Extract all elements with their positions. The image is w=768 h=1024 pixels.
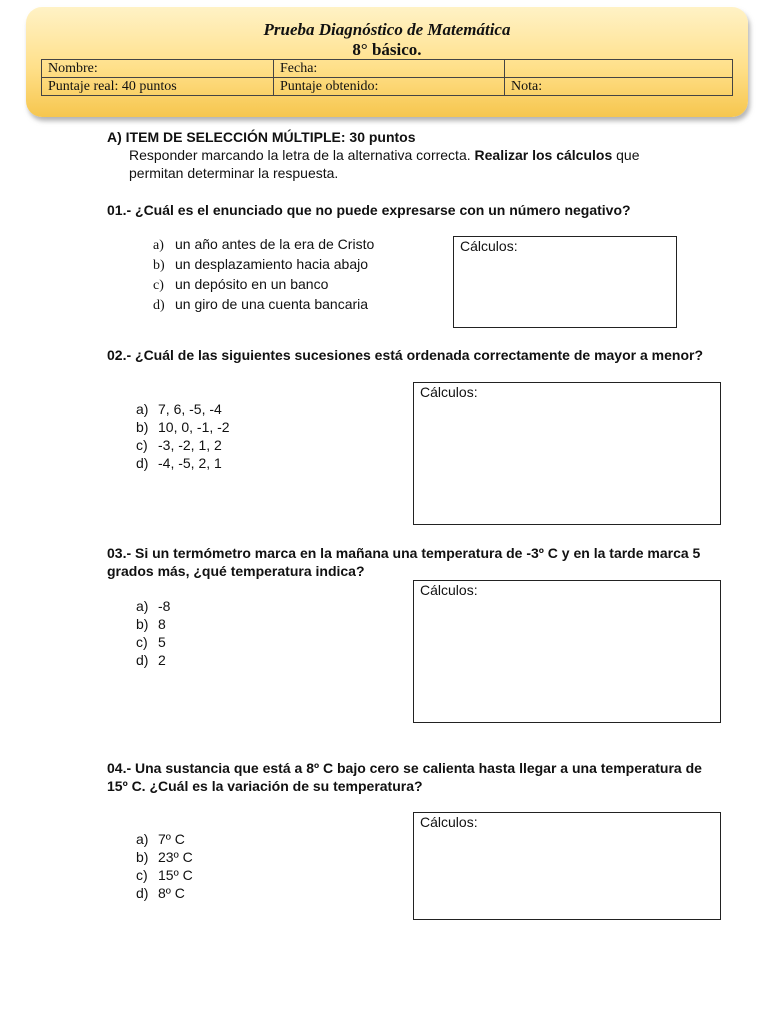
option-d[interactable] <box>136 884 193 902</box>
option-text: un depósito en un banco <box>175 276 329 292</box>
option-b[interactable] <box>136 848 193 866</box>
option-letter: b) <box>136 616 149 632</box>
option-letter: c) <box>136 437 148 453</box>
option-c[interactable] <box>136 866 193 884</box>
option-a[interactable] <box>136 597 170 615</box>
calculations-label: Cálculos: <box>420 384 478 400</box>
instruction-text: que <box>612 147 640 163</box>
option-b[interactable] <box>136 418 230 436</box>
question-4-options <box>136 830 193 902</box>
calculations-label: Cálculos: <box>420 582 478 598</box>
option-text: un giro de una cuenta bancaria <box>175 296 369 312</box>
option-letter: a) <box>153 238 164 253</box>
option-a[interactable] <box>153 235 374 255</box>
date-field[interactable]: Fecha: <box>274 60 505 78</box>
calculations-box-4[interactable] <box>413 812 721 920</box>
total-score-cell: Puntaje real: 40 puntos <box>42 78 274 96</box>
option-a[interactable] <box>136 400 230 418</box>
question-1: 01.- ¿Cuál es el enunciado que no puede expresarse con un número negativo? <box>107 202 631 218</box>
exam-title: Prueba Diagnóstico de Matemática <box>263 20 511 39</box>
option-text: -4, -5, 2, 1 <box>158 455 222 471</box>
option-letter: b) <box>153 258 165 273</box>
instruction-bold: Realizar los cálculos <box>474 147 613 163</box>
option-letter: c) <box>136 634 148 650</box>
option-b[interactable] <box>153 255 374 275</box>
option-c[interactable] <box>153 275 374 295</box>
option-letter: d) <box>153 298 165 313</box>
grade-field[interactable]: Nota: <box>505 78 733 96</box>
calculations-box-2[interactable] <box>413 382 721 525</box>
option-d[interactable] <box>153 295 374 315</box>
question-2-options <box>136 400 230 472</box>
question-3: 03.- Si un termómetro marca en la mañana una temperatura de -3º C y en la tarde marca 5 grados más, ¿qué temperatura indica? <box>107 545 701 579</box>
name-field[interactable]: Nombre: <box>42 60 274 78</box>
calculations-label: Cálculos: <box>460 238 518 254</box>
option-letter: a) <box>136 401 149 417</box>
option-letter: a) <box>136 831 149 847</box>
option-a[interactable] <box>136 830 193 848</box>
question-1-options <box>153 235 374 315</box>
info-row <box>42 60 733 78</box>
exam-header <box>26 7 748 117</box>
option-letter: c) <box>136 867 148 883</box>
option-c[interactable] <box>136 436 230 454</box>
option-text: un desplazamiento hacia abajo <box>175 256 369 272</box>
option-b[interactable] <box>136 615 170 633</box>
question-4: 04.- Una sustancia que está a 8º C bajo cero se calienta hasta llegar a una temperatura de 15º C. ¿Cuál es la variación de su temperatura? <box>107 760 702 794</box>
option-letter: d) <box>136 455 149 471</box>
option-text: 8º C <box>158 885 185 901</box>
option-text: 7º C <box>158 831 185 847</box>
option-letter: b) <box>136 419 149 435</box>
option-text: 7, 6, -5, -4 <box>158 401 222 417</box>
option-text: 2 <box>158 652 166 668</box>
option-letter: d) <box>136 885 149 901</box>
obtained-score-field[interactable]: Puntaje obtenido: <box>274 78 505 96</box>
section-a <box>107 128 707 182</box>
option-text: 23º C <box>158 849 193 865</box>
instruction-text: Responder marcando la letra de la alternativa correcta. <box>129 147 475 163</box>
question-3-options <box>136 597 170 669</box>
blank-field[interactable] <box>505 60 733 78</box>
info-row <box>42 78 733 96</box>
calculations-box-3[interactable] <box>413 580 721 723</box>
option-text: -3, -2, 1, 2 <box>158 437 222 453</box>
option-d[interactable] <box>136 454 230 472</box>
instruction-text: permitan determinar la respuesta. <box>129 165 339 181</box>
section-instructions <box>107 146 707 164</box>
option-c[interactable] <box>136 633 170 651</box>
student-info-table <box>41 59 733 96</box>
section-heading: A) ITEM DE SELECCIÓN MÚLTIPLE: 30 puntos <box>107 129 416 145</box>
option-letter: b) <box>136 849 149 865</box>
option-letter: d) <box>136 652 149 668</box>
calculations-box-1[interactable] <box>453 236 677 328</box>
option-letter: a) <box>136 598 149 614</box>
exam-grade: 8° básico. <box>352 40 422 59</box>
option-text: 15º C <box>158 867 193 883</box>
option-text: -8 <box>158 598 171 614</box>
calculations-label: Cálculos: <box>420 814 478 830</box>
option-d[interactable] <box>136 651 170 669</box>
option-text: 5 <box>158 634 166 650</box>
question-2: 02.- ¿Cuál de las siguientes sucesiones está ordenada correctamente de mayor a menor? <box>107 347 703 363</box>
option-text: 8 <box>158 616 166 632</box>
option-letter: c) <box>153 278 164 293</box>
option-text: un año antes de la era de Cristo <box>175 236 375 252</box>
option-text: 10, 0, -1, -2 <box>158 419 230 435</box>
